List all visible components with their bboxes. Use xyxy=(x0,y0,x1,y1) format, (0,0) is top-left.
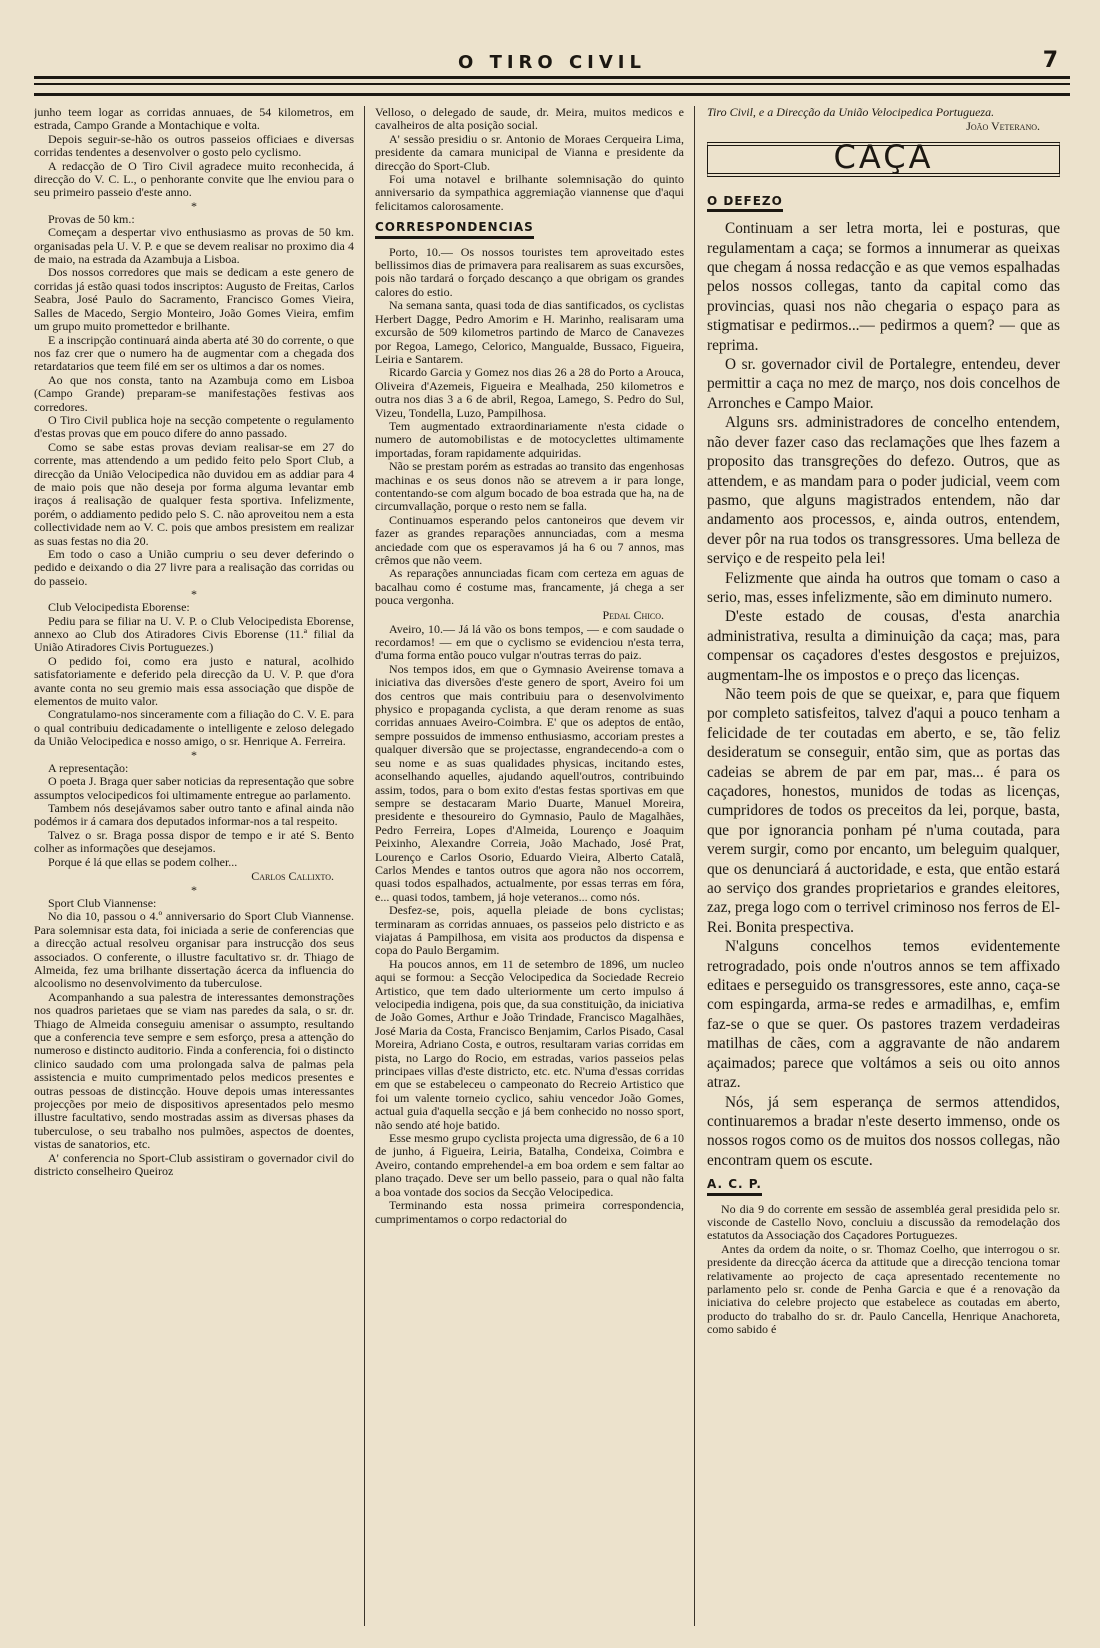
paragraph: Nos tempos idos, em que o Gymnasio Aveirense tomava a iniciativa das diversões d'este genero de sport, Aveiro foi um dos centros que mais contribuiu para o desenvolvimento physico e propaganda cyclista, a que deram renome as suas corridas annuaes Aveiro-Coimbra. E' que os adeptos de então, sempre possuidos de immenso enthusiasmo, accoriam prestes a qualquer diversão que se projectasse, engrandecendo-a com o seu nome e as suas qualidades physicas, incitando estes, aconselhando aquelles, ajudando aquell'outros, contribuindo assim, todos, para o bom exito d'estas festas sportivas em que sempre se destacaram Mario Duarte, Manuel Moreira, presidente e thesoureiro do Gymnasio, Paulo de Magalhães, Pedro Ferreira, Lopes d'Almeida, Lourenço e Joaquim Peixinho, Alexandre Correia, João Machado, José Prat, Lourenço e Carlos Osorio, Eduardo Vieira, Alberto Catalã, Carlos Mendes e tantos outros que agora não nos occorrem, quasi todos espalhados, actualmente, por essas terras em fóra, e... quasi todos, tambem, já hoje veteranos... como nós. xyxy=(375,661,684,904)
paragraph: Porque é lá que ellas se podem colher... xyxy=(48,854,238,869)
paragraph: Desfez-se, pois, aquella pleiade de bons cyclistas; terminaram as corridas annuaes, os passeios pelo districto e as viajatas á Pampilhosa, em visita aos productos da dispensa e copa do Paulo Bergamim. xyxy=(375,903,684,958)
paragraph: A representação: xyxy=(48,760,129,775)
column-3 xyxy=(694,106,1060,1626)
paragraph: Em todo o caso a União cumpriu o seu dever deferindo o pedido e deixando o dia 27 livre para a realisação das corridas ou do passeio. xyxy=(34,547,354,588)
paragraph: Nós, já sem esperança de sermos attendidos, continuaremos a bradar n'este deserto immenso, onde os nossos rogos como os de muitos dos nossos collegas, não encontram quem os escute. xyxy=(707,1093,1060,1169)
paragraph: Não se prestam porém as estradas ao transito das engenhosas machinas e os seus donos não se atrevem a ir para longe, contentando-se com algum bocado de boa estrada que ha, na de circumvallação, porque o resto nem se falla. xyxy=(375,459,684,514)
paragraph: O sr. governador civil de Portalegre, entendeu, dever permittir a caça no mez de março, nos dois concelhos de Arronches e Campo Maior. xyxy=(707,356,1060,412)
paragraph: E a inscripção continuará ainda aberta até 30 do corrente, o que nos faz crer que o numero ha de augmentar com a chegada dos retardatarios que teem filé em ser os ultimos a dar os nomes. xyxy=(34,332,354,374)
paragraph: junho teem logar as corridas annuaes, de 54 kilometros, em estrada, Campo Grande a Montachique e volta. xyxy=(34,106,354,133)
masthead-rules xyxy=(34,76,1070,96)
paragraph: Dos nossos corredores que mais se dedicam a este genero de corridas já estão quasi todos inscriptos: Augusto de Freitas, Carlos Seabra, José Paulo do Sacramento, Francisco Gomes Vieira, Salles de Macedo, Sergio Monteiro, João Gomes Vieira, emfim um grupo muito promettedor e brilhante. xyxy=(34,265,354,334)
paragraph: No dia 10, passou o 4.º anniversario do Sport Club Viannense. Para solemnisar esta data, foi iniciada a serie de conferencias que a direcção actual resolveu organisar para instrucção dos seus associados. O conferente, o illustre facultativo sr. dr. Thiago de Almeida, fez uma brilhante dissertação ácerca da influencia do alcoolismo no desenvolvimento da tuberculose. xyxy=(34,909,354,991)
paragraph: Alguns srs. administradores de concelho entendem, não dever fazer caso das reclamações que lhes fazem a proposito das transgreções do defezo. Outros, que as attendem, e as mandam para o poder judicial, veem com pasmo, que alguns magistrados entendem, não dar andamento aos processos, e, ainda outros, entendem, dever pôr na rua todos os transgressores. Uma belleza de serviço e de respeito pela lei! xyxy=(707,414,1060,568)
paragraph: Provas de 50 km.: xyxy=(48,211,135,226)
columns xyxy=(34,106,1070,1626)
page-number: 7 xyxy=(1042,48,1058,73)
section-heading-defezo: O DEFEZO xyxy=(707,195,783,212)
paragraph: As reparações annunciadas ficam com certeza em aguas de bacalhau como é costume mas, francamente, já chega a ser pouca vergonha. xyxy=(375,566,684,608)
paragraph: O pedido foi, como era justo e natural, acolhido satisfatoriamente e deferido pela direcção da U. V. P. que d'ora avante conta no seu gremio mais essa associação que dispõe de elementos de muito valor. xyxy=(34,653,354,709)
paragraph: Ha poucos annos, em 11 de setembro de 1896, um nucleo aqui se formou: a Secção Velocipedica da Sociedade Recreio Artistico, que tem dado ulteriormente um certo impulso á velocipedia indigena, pois que, da sua constituição, da iniciativa de João Gomes, Arthur e João Trindade, Francisco Magalhães, José Maria da Costa, Francisco Benjamim, Carlos Pisado, Casal Moreira, Adriano Costa, e outros, resultaram varias corridas em pista, no Largo do Rocio, em estradas, varios passeios pelas principaes villas d'este districto, etc. etc. N'uma d'essas corridas em que se estabeleceu o campeonato do Recreio Artistico que foi um valente torneio cyclico, sahiu vencedor João Gomes, actual guia d'aquella secção e já bem conhecido no nosso sport, não sendo até hoje batido. xyxy=(375,956,684,1132)
section-heading-acp: A. C. P. xyxy=(707,1178,762,1195)
paragraph: Felizmente que ainda ha outros que tomam o caso a serio, mas, esses infelizmente, são em diminuto numero. xyxy=(707,569,1060,606)
paragraph: Aveiro, 10.— Já lá vão os bons tempos, — e com saudade o recordamos! — em que o cyclismo se evidenciou n'esta terra, d'uma forma então pouco vulgar n'outras terras do paiz. xyxy=(375,621,684,663)
paragraph: Foi uma notavel e brilhante solemnisação do quinto anniversario da sympathica aggremiação viannense que d'aqui felicitamos calorosamente. xyxy=(375,172,684,213)
column-2 xyxy=(364,106,694,1626)
article-acp xyxy=(707,1203,1060,1337)
paragraph: Terminando esta nossa primeira correspondencia, cumprimentamos o corpo redactorial do xyxy=(375,1198,684,1226)
paragraph: Acompanhando a sua palestra de interessantes demonstrações nos quadros parietaes que se viam nas paredes da sala, o sr. dr. Thiago de Almeida conseguiu amenisar o assumpto, resultando que a conferencia teve sempre e sem esforço, presa a attenção do numeroso e distincto auditorio. Finda a conferencia, foi o distincto clinico saudado com uma prolongada salva de palmas pela assistencia e muito cumprimentado pelos medicos presentes e outras pessoas de distincção. Houve depois umas interessantes projecções por meio de dispositivos apresentados pelo mesmo illustre facultativo, sendo mostradas assim as diversas phases da tuberculose, o seu trabalho nos pulmões, aspectos de doentes, vistas de sanatorios, etc. xyxy=(34,989,354,1152)
article-defezo xyxy=(707,219,1060,1170)
paragraph: Ao que nos consta, tanto na Azambuja como em Lisboa (Campo Grande) preparam-se manifestações festivas aos corredores. xyxy=(34,372,354,414)
paragraph: Tiro Civil, e a Direcção da União Velocipedica Portugueza. xyxy=(707,106,995,119)
paragraph: O poeta J. Braga quer saber noticias da representação que sobre assumptos velocipedicos foi ultimamente entregue ao parlamento. xyxy=(34,774,354,802)
paragraph: Continuam a ser letra morta, lei e posturas, que regulamentam a caça; se formos a innumerar as queixas que chegam á nossa redacção e as que vemos espalhadas pelos nossos collegas, tanto da capital como das provincias, quasi nos não chegaria o espaço para as stigmatisar e pedirmos...— pedirmos a quem? — que as reprima. xyxy=(707,220,1060,354)
paragraph: Ricardo Garcia y Gomez nos dias 26 a 28 do Porto a Arouca, Oliveira d'Azemeis, Figueira e Mealhada, 250 kilometros e outra nos dias 3 a 6 de abril, Regoa, Lamego, S. Pedro do Sul, Vizeu, Tondella, Luzo, Pampilhosa. xyxy=(375,365,684,420)
column-1 xyxy=(34,106,364,1626)
paragraph: A' sessão presidiu o sr. Antonio de Moraes Cerqueira Lima, presidente da camara municipal de Vianna e presidente da direcção do Sport-Club. xyxy=(375,131,684,173)
paragraph: Não teem pois de que se queixar, e, para que fiquem por completo satisfeitos, talvez d'aqui a pouco tenham a felicidade de ter coutadas em aberto, e se, tão feliz desideratum se conseguir, então sim, que as portas das cadeias se abrem de par em par, mas... é para os caçadores, honestos, munidos de todas as licenças, cumpridores de todos os preceitos da lei, porque, basta, que por ignorancia ponham pé n'uma coutada, para verem surgir, como por encanto, um beleguim qualquer, que os denunciará á auctoridade, e esta, que então estará ao serviço dos grandes proprietarios e grandes eleitores, zaz, prega logo com o terrivel criminoso nos ferros de El-Rei. Bonita prespectiva. xyxy=(707,685,1060,936)
paragraph: Esse mesmo grupo cyclista projecta uma digressão, de 6 a 10 de junho, á Figueira, Leiria, Batalha, Condeixa, Coimbra e Aveiro, contando emprehendel-a em boa ordem e sem faltar ao plano traçado. Deve ser um bello passeio, para o qual não falta a boa vontade dos socios da Secção Velocipedica. xyxy=(375,1131,684,1199)
paragraph: Antes da ordem da noite, o sr. Thomaz Coelho, que interrogou o sr. presidente da direcção ácerca da attitude que a direcção tenciona tomar relativamente ao projecto de caça apresentado recentemente no parlamento pelo sr. conde de Penha Garcia e que é a renovação da iniciativa do celebre projecto que estabelece as coutadas em aberto, producto do trabalho do sr. dr. Paulo Cancella, Henrique Anachoreta, como sabido é xyxy=(707,1241,1060,1337)
paragraph: Club Velocipedista Eborense: xyxy=(48,600,190,615)
separator-star: * xyxy=(191,198,197,213)
separator-star: * xyxy=(191,882,197,897)
paragraph: A' conferencia no Sport-Club assistiram o governador civil do districto conselheiro Queiroz xyxy=(34,1150,354,1179)
masthead xyxy=(34,40,1070,74)
author-signature: João Veterano. xyxy=(966,119,1040,134)
separator-star: * xyxy=(191,587,197,602)
paragraph: Velloso, o delegado de saude, dr. Meira, muitos medicos e cavalheiros de alta posição social. xyxy=(375,106,684,133)
section-heading-correspondencias: CORRESPONDENCIAS xyxy=(375,221,534,238)
paragraph: D'este estado de cousas, d'esta anarchia administrativa, resulta a diminuição da caça; mas, para compensar os caçadores d'estes desgostos e prejuizos, augmentam-lhe os impostos e o preço das licenças. xyxy=(707,608,1060,684)
paragraph: N'alguns concelhos temos evidentemente retrogradado, pois onde n'outros annos se tem affixado editaes e perseguido os transgressores, este anno, caça-se com espingarda, arma-se redes e armadilhas, e, emfim faz-se o que se quer. Os pastores trazem verdadeiras matilhas de cães, com a aggravante de não andarem açaimados; parece que voltámos a seis ou oito annos atraz. xyxy=(707,938,1060,1092)
paragraph: Sport Club Viannense: xyxy=(48,895,157,910)
paragraph: Na semana santa, quasi toda de dias santificados, os cyclistas Herbert Dagge, Pedro Amorim e H. Marinho, realisaram uma excursão de 509 kilometros partindo de Marco de Canavezes por Regoa, Lamego, Celorico, Mangualde, Bussaco, Figueira, Leiria e Santarem. xyxy=(375,298,684,366)
paragraph: Talvez o sr. Braga possa dispor de tempo e ir até S. Bento colher as informações que desejamos. xyxy=(34,827,354,856)
paragraph: Tambem nós desejávamos saber outro tanto e afinal ainda não podémos ir á camara dos deputados informar-nos a tal respeito. xyxy=(34,800,354,829)
author-signature: Pedal Chico. xyxy=(602,607,664,622)
paragraph: Congratulamo-nos sinceramente com a filiação do C. V. E. para o qual contribuiu dedicadamente o intelligente e zeloso delegado da União Velocipedica e nosso amigo, o sr. Henrique A. Ferreira. xyxy=(34,707,354,749)
section-box-caca: CAÇA xyxy=(707,142,1060,176)
paragraph: Depois seguir-se-hão os outros passeios officiaes e diversas corridas tendentes a desenvolver o gosto pelo cyclismo. xyxy=(34,131,354,160)
paragraph: Porto, 10.— Os nossos touristes tem aproveitado estes bellissimos dias de primavera para realisarem as suas excursões, pois não tardará o forçado descanço a que obrigam os grandes calores do estio. xyxy=(375,244,684,299)
author-signature: Carlos Callixto. xyxy=(251,868,334,883)
separator-star: * xyxy=(191,747,197,762)
paragraph: O Tiro Civil publica hoje na secção competente o regulamento d'estas provas que em pouco difere do anno passado. xyxy=(34,412,354,441)
paragraph: Continuamos esperando pelos cantoneiros que devem vir fazer as grandes reparações annunciadas, com a mesma anciedade com que os esperavamos já ha 6 ou 7 annos, mas crêmos que não veem. xyxy=(375,512,684,567)
paragraph: Tem augmentado extraordinariamente n'esta cidade o numero de automobilistas e de motocyclettes ultimamente importadas, foram rapidamente adquiridas. xyxy=(375,418,684,460)
paragraph: Pediu para se filiar na U. V. P. o Club Velocipedista Eborense, annexo ao Club dos Atiradores Civis Eborense (11.ª filial da União Atiradores Civis Portuguezes.) xyxy=(34,613,354,655)
paragraph: No dia 9 do corrente em sessão de assembléa geral presidida pelo sr. visconde de Castello Novo, concluiu a discussão da remodelação dos estatutos da Associação dos Caçadores Portuguezes. xyxy=(707,1201,1060,1243)
newspaper-title: O TIRO CIVIL xyxy=(458,52,646,73)
paragraph: Começam a despertar vivo enthusiasmo as provas de 50 km. organisadas pela U. V. P. e que se devem realisar no proximo dia 4 de maio, na estrada da Azambuja a Lisboa. xyxy=(34,225,354,267)
paragraph: Como se sabe estas provas deviam realisar-se em 27 do corrente, mas attendendo a um pedido feito pelo Sport Club, a direcção da União Velocipedica não duvidou em as addiar para 4 de maio pois que não deseja por forma alguma levantar emb iraços á realisação de qualquer festa sportiva. Infelizmente, porém, o addiamento pedido pelo S. C. não aproveitou nem a esta collectividade nem ao V. C. pois que ambos presistem em realizar as suas festas no dia 20. xyxy=(34,439,354,548)
paragraph: A redacção de O Tiro Civil agradece muito reconhecida, á direcção do V. C. L., o penhorante convite que lhe enviou para o seu primeiro passeio d'este anno. xyxy=(34,158,354,200)
